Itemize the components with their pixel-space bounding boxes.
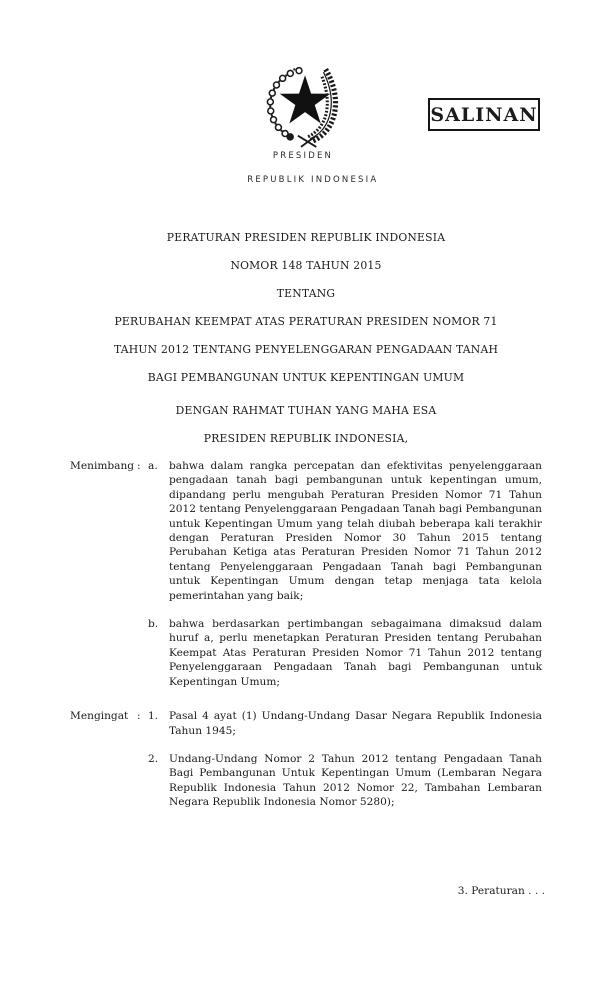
subject-line: BAGI PEMBANGUNAN UNTUK KEPENTINGAN UMUM: [147, 371, 465, 384]
section-colon: :: [137, 710, 141, 723]
item-marker: a.: [148, 460, 158, 472]
presidential-seal-icon: [259, 64, 347, 150]
tentang-line: TENTANG: [276, 287, 336, 300]
title-block: [0, 224, 612, 453]
section-colon: :: [137, 460, 141, 472]
item-marker: 1.: [148, 710, 159, 723]
subject-line: TAHUN 2012 TENTANG PENYELENGGARAN PENGADAAN TANAH: [113, 343, 499, 356]
seal-caption-line2: REPUBLIK INDONESIA: [247, 175, 379, 185]
list-item: [148, 709, 542, 738]
seal-caption-line1: PRESIDEN: [272, 151, 334, 161]
list-item: [148, 617, 542, 689]
item-text: Undang-Undang Nomor 2 Tahun 2012 tentang Pengadaan Tanah Bagi Pembangunan Untuk Kepentingan Umum (Lembaran Negara Republik Indonesia Tahun 2012 Nomor 22, Tambahan Lembaran Negara Republik Indonesia Nomor 5280);: [169, 752, 542, 809]
item-text: bahwa dalam rangka percepatan dan efektivitas penyelenggaraan pengadaan tanah bagi pembangunan untuk kepentingan umum, dipandang perlu mengubah Peraturan Presiden Nomor 71 Tahun 2012 tentang Penyelenggaraan Pengadaan Tanah bagi Pembangunan untuk Kepentingan Umum yang telah diubah beberapa kali terakhir dengan Peraturan Presiden Nomor 30 Tahun 2015 tentang Perubahan Ketiga atas Peraturan Presiden Nomor 71 Tahun 2012 tentang Penyelenggaraan Pengadaan Tanah bagi Pembangunan untuk Kepentingan Umum dengan tetap menjaga tata kelola pemerintahan yang baik;: [169, 460, 542, 602]
section-label: Menimbang: [70, 460, 135, 472]
item-text: bahwa berdasarkan pertimbangan sebagaimana dimaksud dalam huruf a, perlu menetapkan Peraturan Presiden tentang Perubahan Keempat Atas Peraturan Presiden Nomor 71 Tahun 2012 tentang Penyelenggaraan Pengadaan Tanah bagi Pembangunan untuk Kepentingan Umum;: [169, 618, 542, 688]
regulation-title-line: PERATURAN PRESIDEN REPUBLIK INDONESIA: [166, 231, 446, 244]
list-item: [148, 752, 542, 810]
preamble: [70, 459, 542, 810]
salinan-stamp: [428, 98, 540, 131]
catchword: 3. Peraturan . . .: [457, 885, 545, 897]
section-menimbang: [70, 459, 542, 689]
item-marker: 2.: [148, 752, 159, 765]
list-item: [148, 459, 542, 603]
section-mengingat: [70, 709, 542, 809]
star-icon: [280, 75, 331, 123]
seal-caption: [0, 150, 606, 198]
subject-line: PERUBAHAN KEEMPAT ATAS PERATURAN PRESIDEN NOMOR 71: [114, 315, 498, 328]
item-marker: b.: [148, 618, 159, 631]
invocation-line: DENGAN RAHMAT TUHAN YANG MAHA ESA: [175, 404, 437, 417]
section-label: Mengingat: [70, 710, 129, 723]
enacting-authority-line: PRESIDEN REPUBLIK INDONESIA,: [203, 432, 409, 445]
salinan-stamp-label: SALINAN: [430, 103, 538, 126]
regulation-number-line: NOMOR 148 TAHUN 2015: [230, 259, 382, 272]
item-text: Pasal 4 ayat (1) Undang-Undang Dasar Negara Republik Indonesia Tahun 1945;: [169, 710, 542, 737]
